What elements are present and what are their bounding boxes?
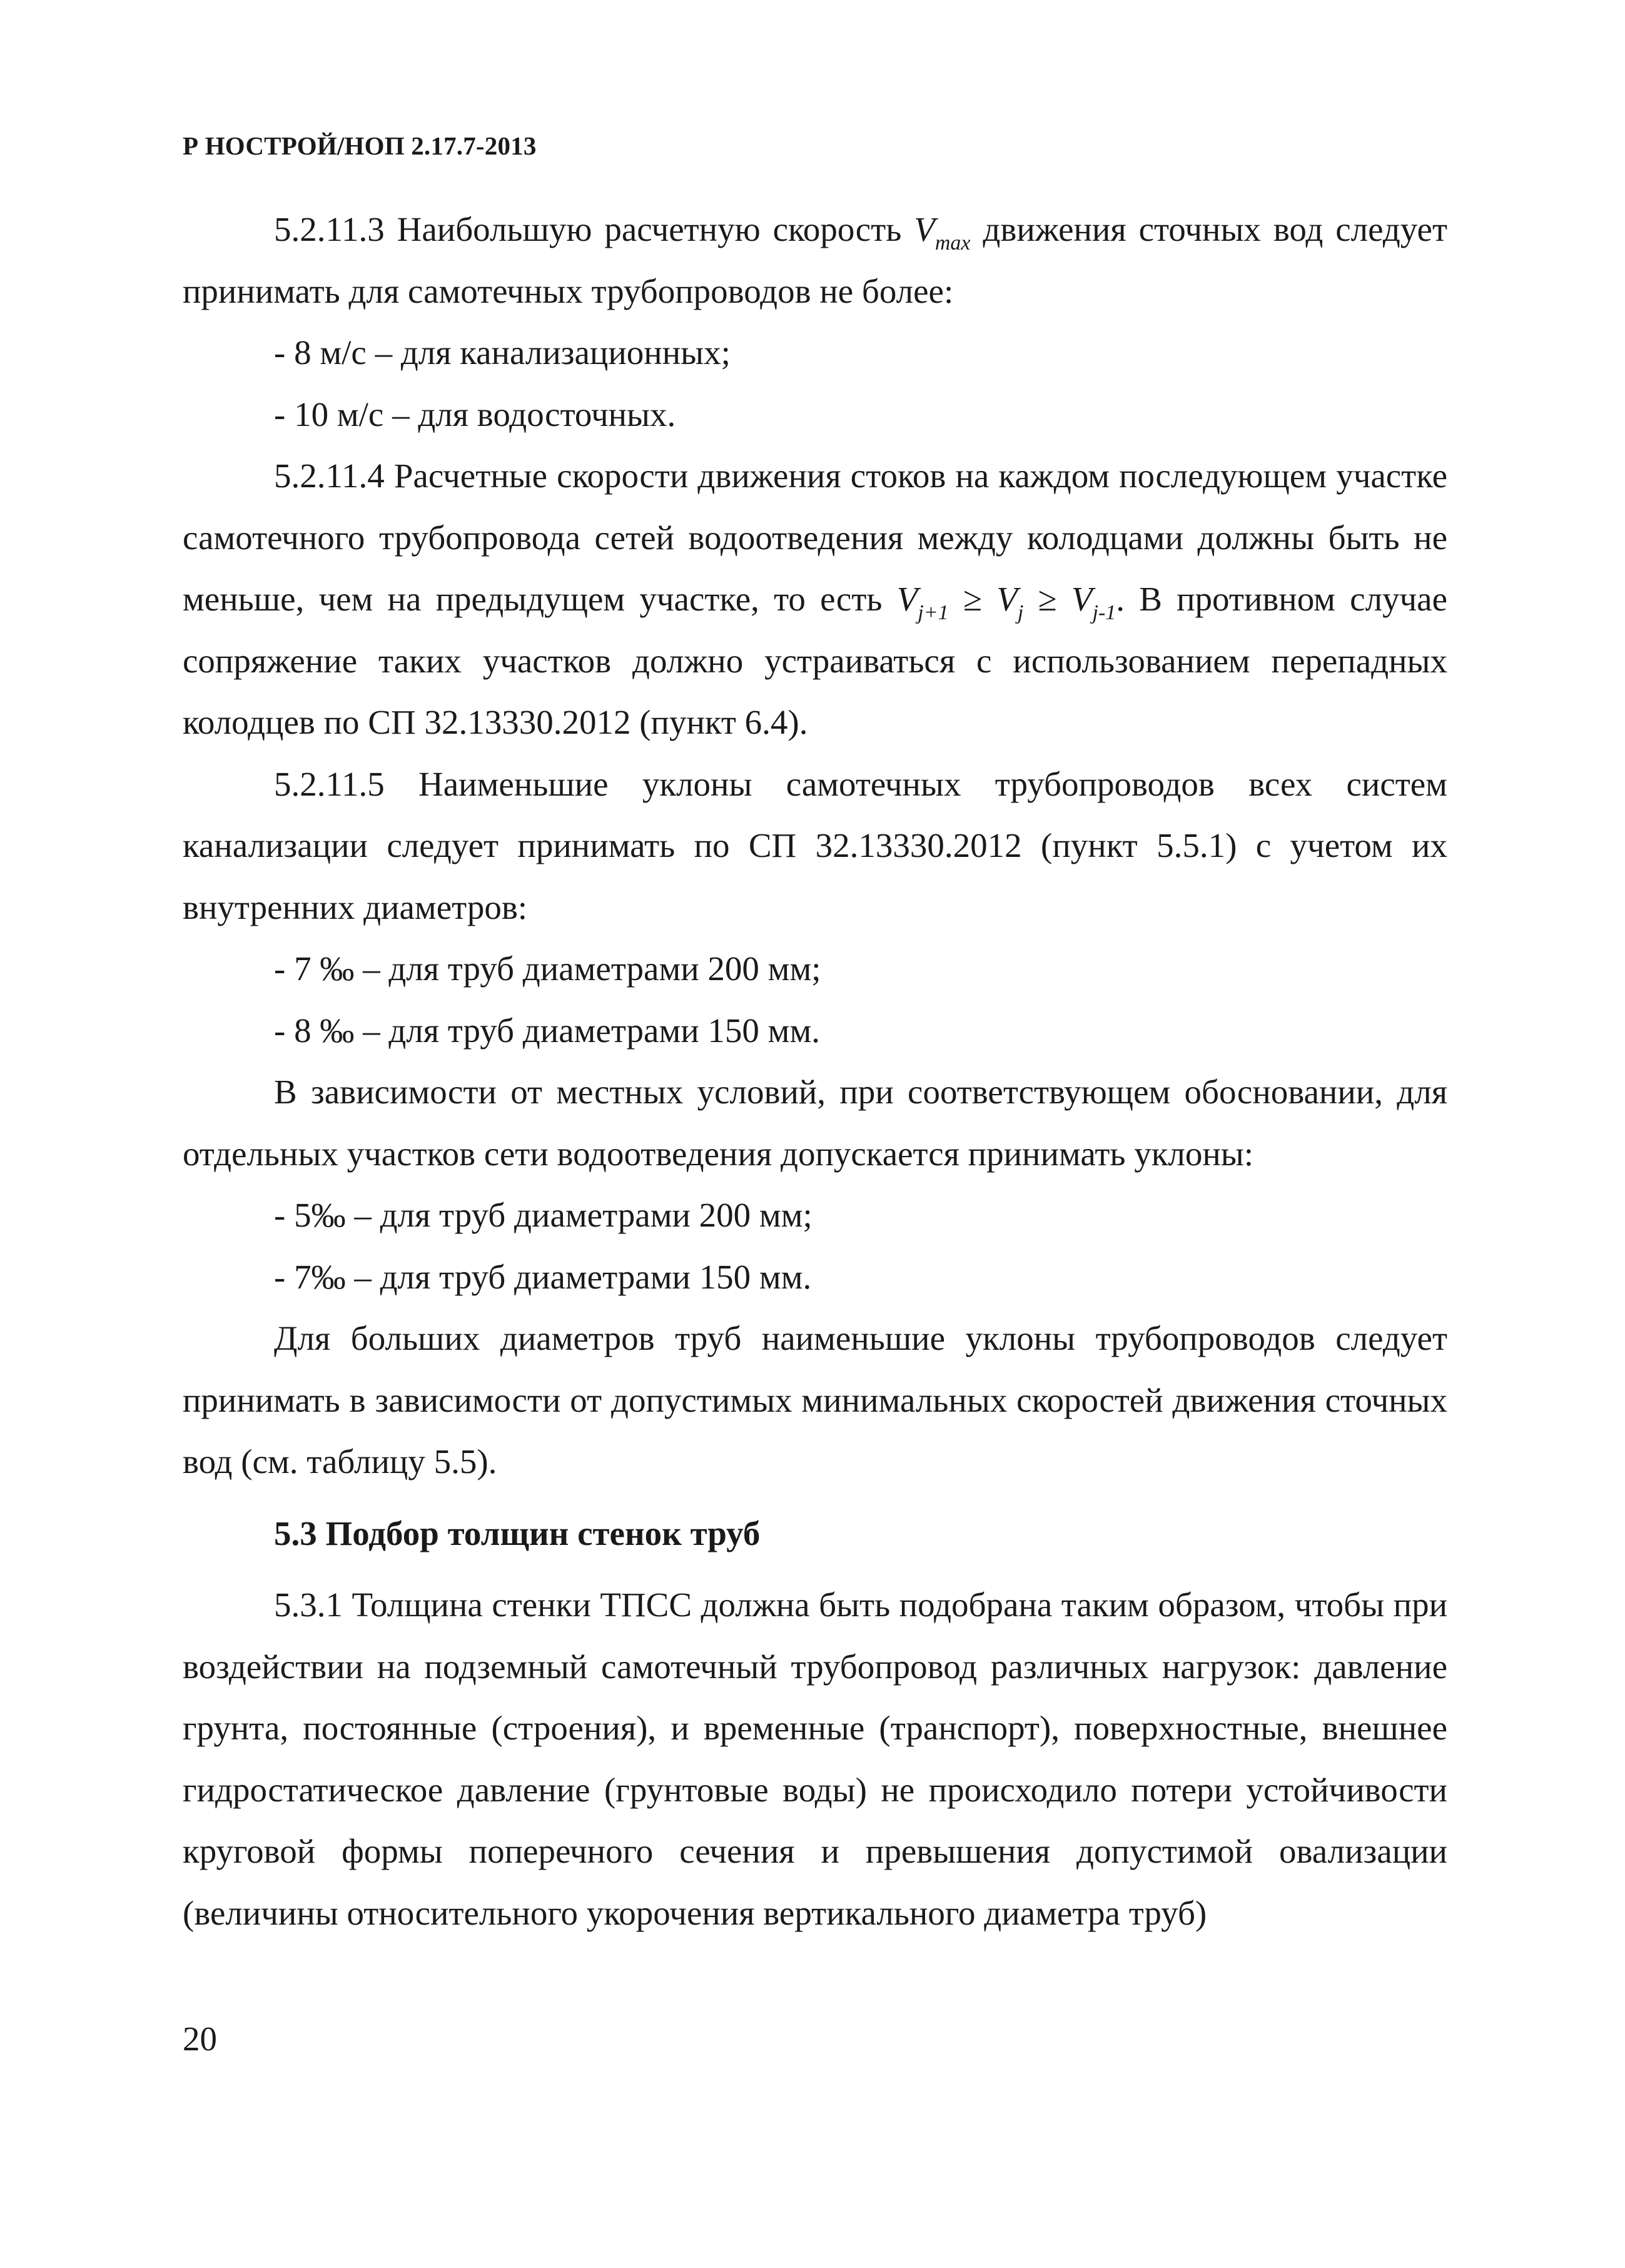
paragraph-local-conditions: В зависимости от местных условий, при соответствующем обосновании, для отдельных участков сети водоотведения допускается принимать уклоны:	[183, 1073, 1447, 1173]
page-number: 20	[183, 2020, 217, 2058]
paragraph-5-2-11-4	[183, 445, 1447, 754]
list-item: - 8 м/с – для канализационных;	[274, 333, 731, 372]
paragraph-text: 5.2.11.3 Наибольшую расчетную скорость	[274, 210, 914, 248]
paragraph-5-2-11-3	[183, 199, 1447, 322]
list-item: - 7‰ – для труб диаметрами 150 мм.	[274, 1257, 812, 1296]
body-text	[183, 199, 1447, 1944]
paragraph-text: 5.2.11.4 Расчетные скорости движения стоков на каждом последующем участке самотечного трубопровода сетей водоотведения между колодцами должны быть не меньше, чем на предыдущем участке, то есть	[183, 457, 1447, 618]
paragraph-text: движения сточных вод следует принимать для самотечных трубопроводов не более:	[183, 210, 1447, 310]
list-item: - 8 ‰ – для труб диаметрами 150 мм.	[274, 1011, 821, 1050]
spacer	[183, 1493, 1447, 1503]
list-item: - 5‰ – для труб диаметрами 200 мм;	[274, 1196, 812, 1234]
paragraph-5-2-11-5: 5.2.11.5 Наименьшие уклоны самотечных трубопроводов всех систем канализации следует принимать по СП 32.13330.2012 (пункт 5.5.1) с учетом их внутренних диаметров:	[183, 764, 1447, 926]
list-item: - 10 м/с – для водосточных.	[274, 395, 676, 433]
paragraph-large-diameters: Для больших диаметров труб наименьшие уклоны трубопроводов следует принимать в зависимости от допустимых минимальных скоростей движения сточных вод (см. таблицу 5.5).	[183, 1319, 1447, 1481]
paragraph-5-3-1: 5.3.1 Толщина стенки ТПСС должна быть подобрана таким образом, чтобы при воздействии на подземный самотечный трубопровод различных нагрузок: давление грунта, постоянные (строения), и временные (транспорт), поверхностные, внешнее гидростатическое давление (грунтовые воды) не происходило потери устойчивости круговой формы поперечного сечения и превышения допустимой овализации (величины относительного укорочения вертикального диаметра труб)	[183, 1586, 1447, 1932]
vmax-symbol: $V_{max}$	[914, 210, 971, 255]
spacer	[183, 1564, 1447, 1574]
document-code-header: Р НОСТРОЙ/НОП 2.17.7-2013	[183, 131, 537, 160]
paragraph-text: . В противном случае сопряжение таких участков должно устраиваться с использованием перепадных колодцев по СП 32.13330.2012 (пункт 6.4).	[183, 580, 1447, 741]
list-item: - 7 ‰ – для труб диаметрами 200 мм;	[274, 949, 821, 988]
velocity-inequality: $V_{j+1} \ge V_j \ge V_{j-1}$	[896, 580, 1116, 624]
section-heading-5-3: 5.3 Подбор толщин стенок труб	[274, 1514, 761, 1552]
